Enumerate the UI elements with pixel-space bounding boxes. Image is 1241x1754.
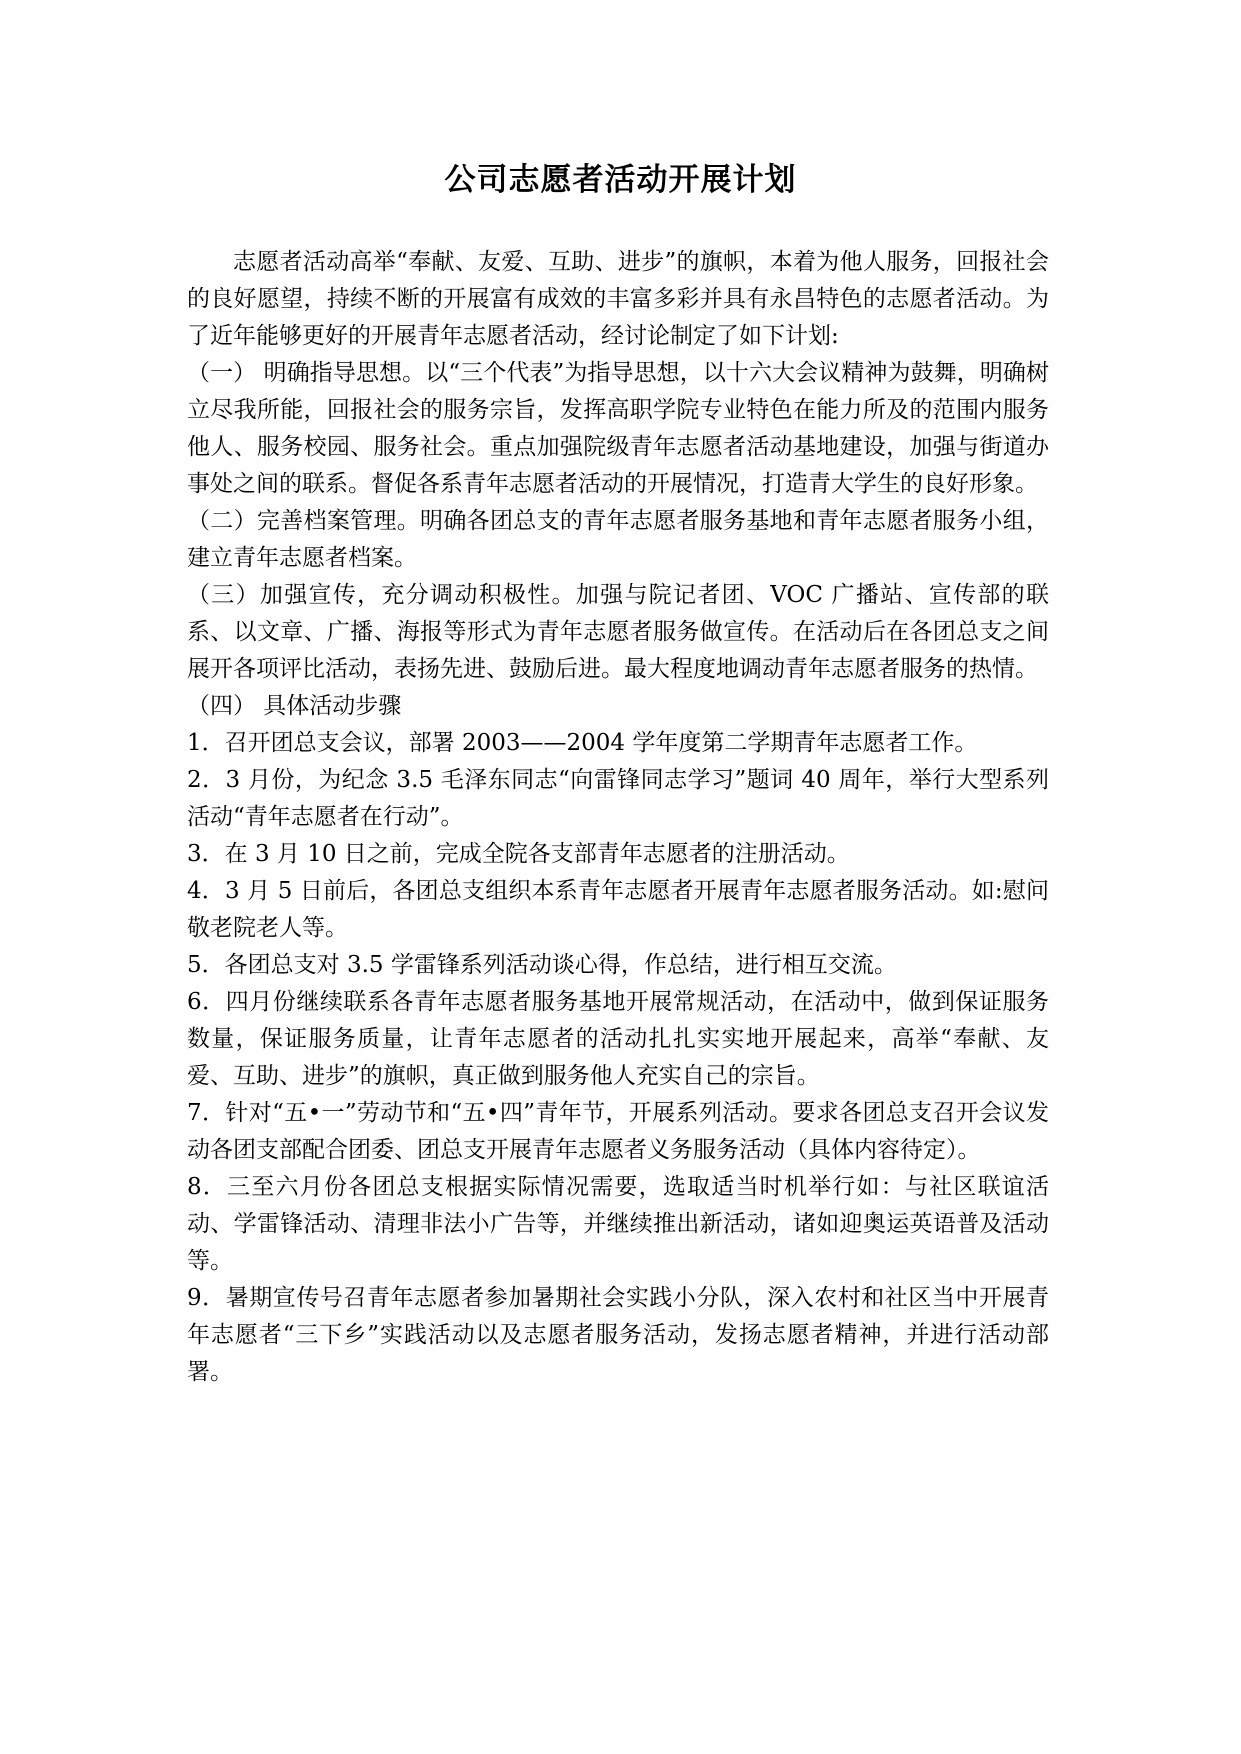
- intro-paragraph: 志愿者活动高举“奉献、友爱、互助、进步”的旗帜，本着为他人服务，回报社会的良好愿望，持续不断的开展富有成效的丰富多彩并具有永昌特色的志愿者活动。为了近年能够更好的开展青年志愿者活动，经讨论制定了如下计划:: [187, 249, 1049, 349]
- section-guiding-thought: （一） 明确指导思想。以“三个代表”为指导思想，以十六大会议精神为鼓舞，明确树立尽我所能，回报社会的服务宗旨，发挥高职学院专业特色在能力所及的范围内服务他人、服务校园、服务社会。重点加强院级青年志愿者活动基地建设，加强与街道办事处之间的联系。督促各系青年志愿者活动的开展情况，打造青大学生的良好形象。: [187, 360, 1049, 497]
- section-publicity: （三）加强宣传，充分调动积极性。加强与院记者团、VOC 广播站、宣传部的联系、以文章、广播、海报等形式为青年志愿者服务做宣传。在活动后在各团总支之间展开各项评比活动，表扬先进、鼓励后进。最大程度地调动青年志愿者服务的热情。: [187, 582, 1049, 682]
- step-item-6: 6．四月份继续联系各青年志愿者服务基地开展常规活动，在活动中，做到保证服务数量，保证服务质量，让青年志愿者的活动扎扎实实地开展起来，高举“奉献、友爱、互助、进步”的旗帜，真正做到服务他人充实自己的宗旨。: [187, 989, 1049, 1089]
- document-title: 公司志愿者活动开展计划: [444, 162, 797, 198]
- step-item-1: 1．召开团总支会议，部署 2003——2004 学年度第二学期青年志愿者工作。: [187, 730, 978, 756]
- step-item-8: 8．三至六月份各团总支根据实际情况需要，选取适当时机举行如：与社区联谊活动、学雷锋活动、清理非法小广告等，并继续推出新活动，诸如迎奥运英语普及活动等。: [187, 1174, 1049, 1274]
- step-item-4: 4．3 月 5 日前后，各团总支组织本系青年志愿者开展青年志愿者服务活动。如:慰问敬老院老人等。: [187, 878, 1049, 941]
- step-item-9: 9．暑期宣传号召青年志愿者参加暑期社会实践小分队，深入农村和社区当中开展青年志愿者“三下乡”实践活动以及志愿者服务活动，发扬志愿者精神，并进行活动部署。: [187, 1285, 1049, 1385]
- section-activity-steps-heading: （四） 具体活动步骤: [187, 693, 402, 719]
- step-item-2: 2．3 月份，为纪念 3.5 毛泽东同志“向雷锋同志学习”题词 40 周年，举行大型系列活动“青年志愿者在行动”。: [187, 767, 1049, 830]
- section-archive-management: （二）完善档案管理。明确各团总支的青年志愿者服务基地和青年志愿者服务小组，建立青年志愿者档案。: [187, 508, 1049, 571]
- step-item-3: 3．在 3 月 10 日之前，完成全院各支部青年志愿者的注册活动。: [187, 841, 850, 867]
- step-item-7: 7．针对“五•一”劳动节和“五•四”青年节，开展系列活动。要求各团总支召开会议发动各团支部配合团委、团总支开展青年志愿者义务服务活动（具体内容待定）。: [187, 1100, 1049, 1163]
- document-body: [187, 244, 1049, 1391]
- step-item-5: 5．各团总支对 3.5 学雷锋系列活动谈心得，作总结，进行相互交流。: [187, 952, 897, 978]
